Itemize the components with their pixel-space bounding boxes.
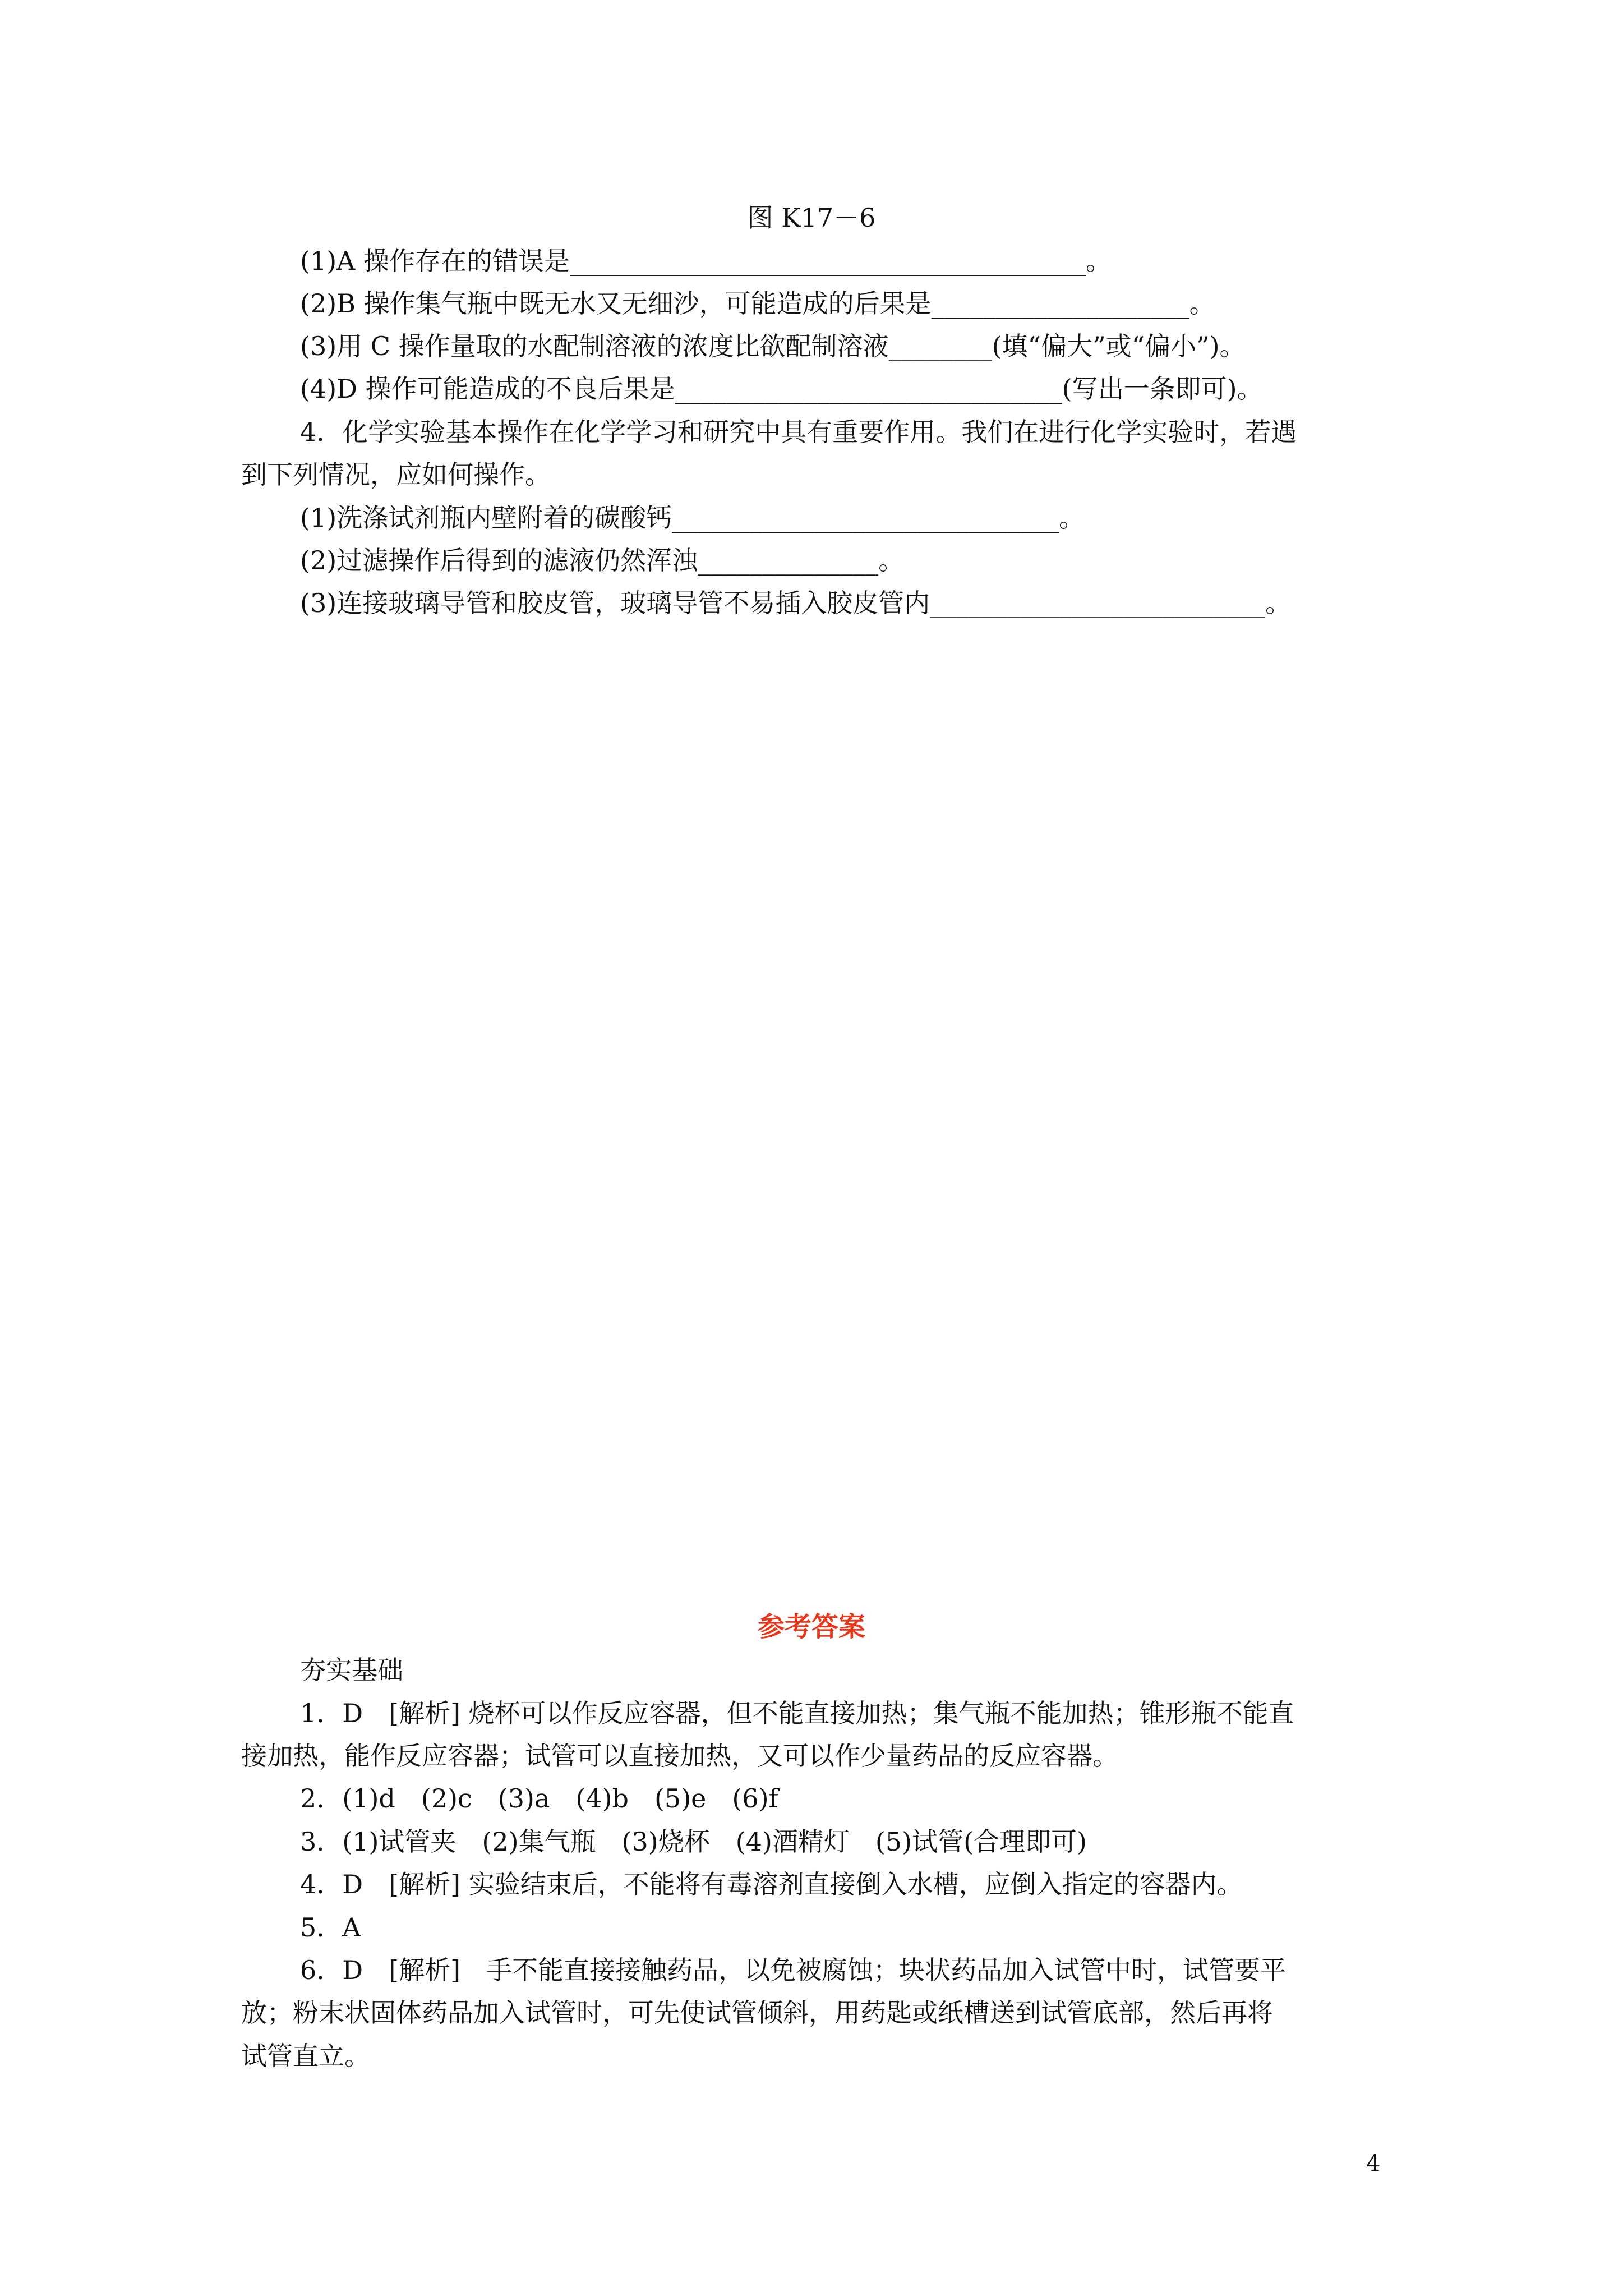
answer-4: 4．D [解析] 实验结束后，不能将有毒溶剂直接倒入水槽，应倒入指定的容器内。 <box>300 1869 1243 1899</box>
answers-title: 参考答案 <box>757 1611 865 1642</box>
answer-6-line1: 6．D [解析] 手不能直接接触药品，以免被腐蚀；块状药品加入试管中时，试管要平 <box>300 1955 1287 1985</box>
answer-5: 5．A <box>300 1912 361 1943</box>
answer-1-line2: 接加热，能作反应容器；试管可以直接加热，又可以作少量药品的反应容器。 <box>241 1741 1118 1771</box>
q4-part2: (2)过滤操作后得到的滤液仍然浑浊______________。 <box>300 545 905 576</box>
answer-6-line2: 放；粉末状固体药品加入试管时，可先使试管倾斜，用药匙或纸槽送到试管底部，然后再将 <box>241 1998 1273 2028</box>
answers-section: 夯实基础 <box>300 1655 403 1685</box>
q4-part1: (1)洗涤试剂瓶内壁附着的碳酸钙______________________________。 <box>300 503 1085 533</box>
answer-2: 2．(1)d (2)c (3)a (4)b (5)e (6)f <box>300 1783 778 1814</box>
q4-intro-line1: 4．化学实验基本操作在化学学习和研究中具有重要作用。我们在进行化学实验时，若遇 <box>300 417 1297 447</box>
answer-1-line1: 1．D [解析] 烧杯可以作反应容器，但不能直接加热；集气瓶不能加热；锥形瓶不能直 <box>300 1698 1294 1728</box>
answer-6-line3: 试管直立。 <box>241 2041 370 2071</box>
q4-intro-line2: 到下列情况，应如何操作。 <box>241 459 551 490</box>
q3-part2: (2)B 操作集气瓶中既无水又无细沙，可能造成的后果是____________________。 <box>300 288 1215 319</box>
q3-part4: (4)D 操作可能造成的不良后果是______________________________(写出一条即可)。 <box>300 374 1263 404</box>
page-number: 4 <box>1366 2151 1381 2177</box>
answer-3: 3．(1)试管夹 (2)集气瓶 (3)烧杯 (4)酒精灯 (5)试管(合理即可) <box>300 1826 1087 1857</box>
q3-part1: (1)A 操作存在的错误是________________________________________。 <box>300 246 1112 276</box>
figure-caption: 图 K17－6 <box>747 203 876 233</box>
q3-part3: (3)用 C 操作量取的水配制溶液的浓度比欲配制溶液________(填“偏大”或“偏小”)。 <box>300 331 1246 361</box>
q4-part3: (3)连接玻璃导管和胶皮管，玻璃导管不易插入胶皮管内__________________________。 <box>300 588 1292 618</box>
